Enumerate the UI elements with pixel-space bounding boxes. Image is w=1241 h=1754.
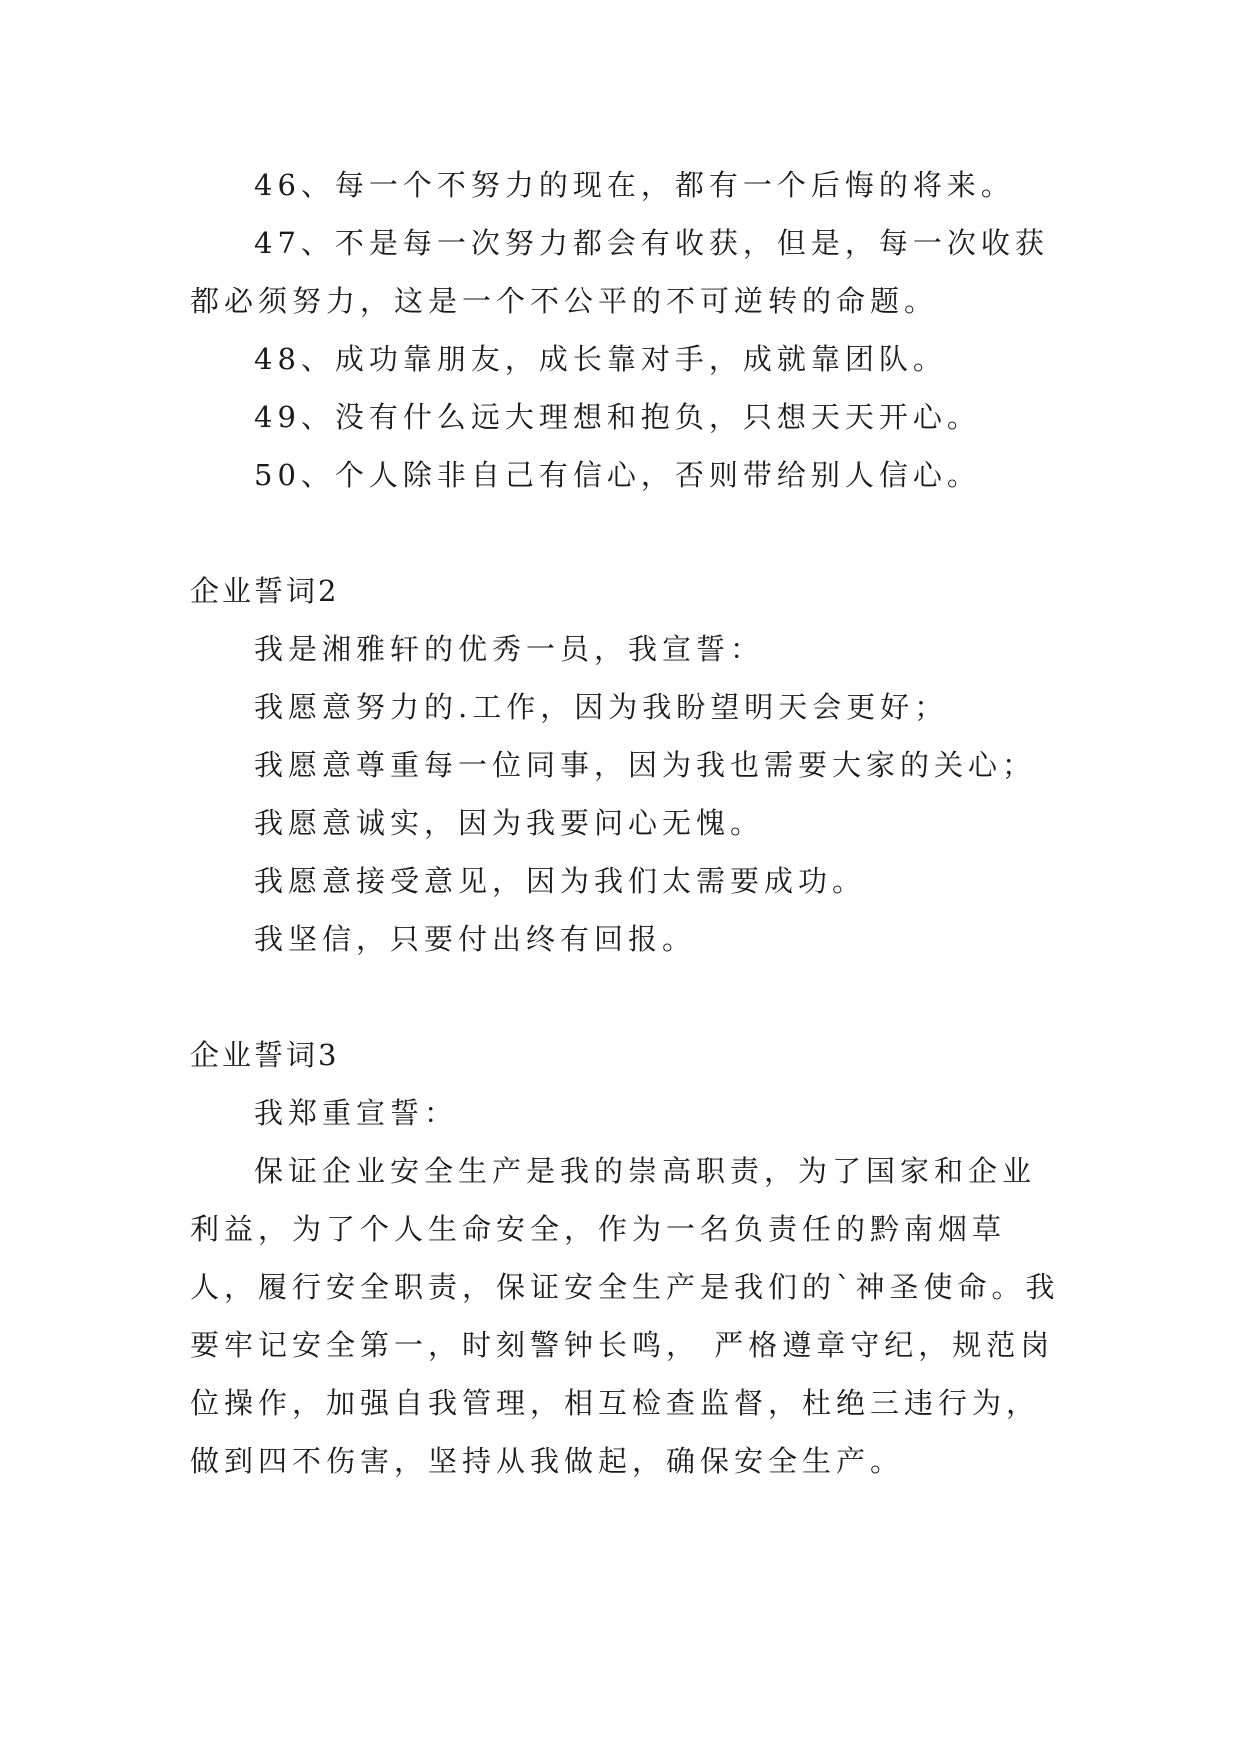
section-spacer — [190, 504, 1060, 562]
oath-line: 我愿意尊重每一位同事，因为我也需要大家的关心； — [254, 748, 1037, 782]
list-item: 48、成功靠朋友，成长靠对手，成就靠团队。 — [254, 342, 947, 376]
oath-line: 我坚信，只要付出终有回报。 — [254, 922, 697, 956]
section-spacer — [190, 968, 1060, 1026]
section-title-oath-3: 企业誓词3 — [190, 1038, 340, 1072]
oath-paragraph: 保证企业安全生产是我的崇高职责，为了国家和企业利益，为了个人生命安全，作为一名负责任的黔南烟草人，履行安全职责，保证安全生产是我们的`神圣使命。我要牢记安全第一，时刻警钟长鸣， 严格遵章守纪，规范岗位操作，加强自我管理，相互检查监督，杜绝三违行为，做到四不伤害，坚持从我做起，确保安全生产。 — [190, 1154, 1060, 1478]
document-body — [190, 156, 1060, 1490]
oath-line: 我是湘雅轩的优秀一员，我宣誓： — [254, 632, 765, 666]
oath-line: 我郑重宣誓： — [254, 1096, 459, 1130]
list-item: 46、每一个不努力的现在，都有一个后悔的将来。 — [254, 168, 1015, 202]
list-item: 47、不是每一次努力都会有收获，但是，每一次收获都必须努力，这是一个不公平的不可逆转的命题。 — [190, 226, 1049, 318]
list-item: 50、个人除非自己有信心，否则带给别人信心。 — [254, 458, 981, 492]
oath-line: 我愿意接受意见，因为我们太需要成功。 — [254, 864, 867, 898]
list-item: 49、没有什么远大理想和抱负，只想天天开心。 — [254, 400, 981, 434]
section-title-oath-2: 企业誓词2 — [190, 574, 340, 608]
oath-line: 我愿意诚实，因为我要问心无愧。 — [254, 806, 765, 840]
oath-line: 我愿意努力的.工作，因为我盼望明天会更好； — [254, 690, 949, 724]
